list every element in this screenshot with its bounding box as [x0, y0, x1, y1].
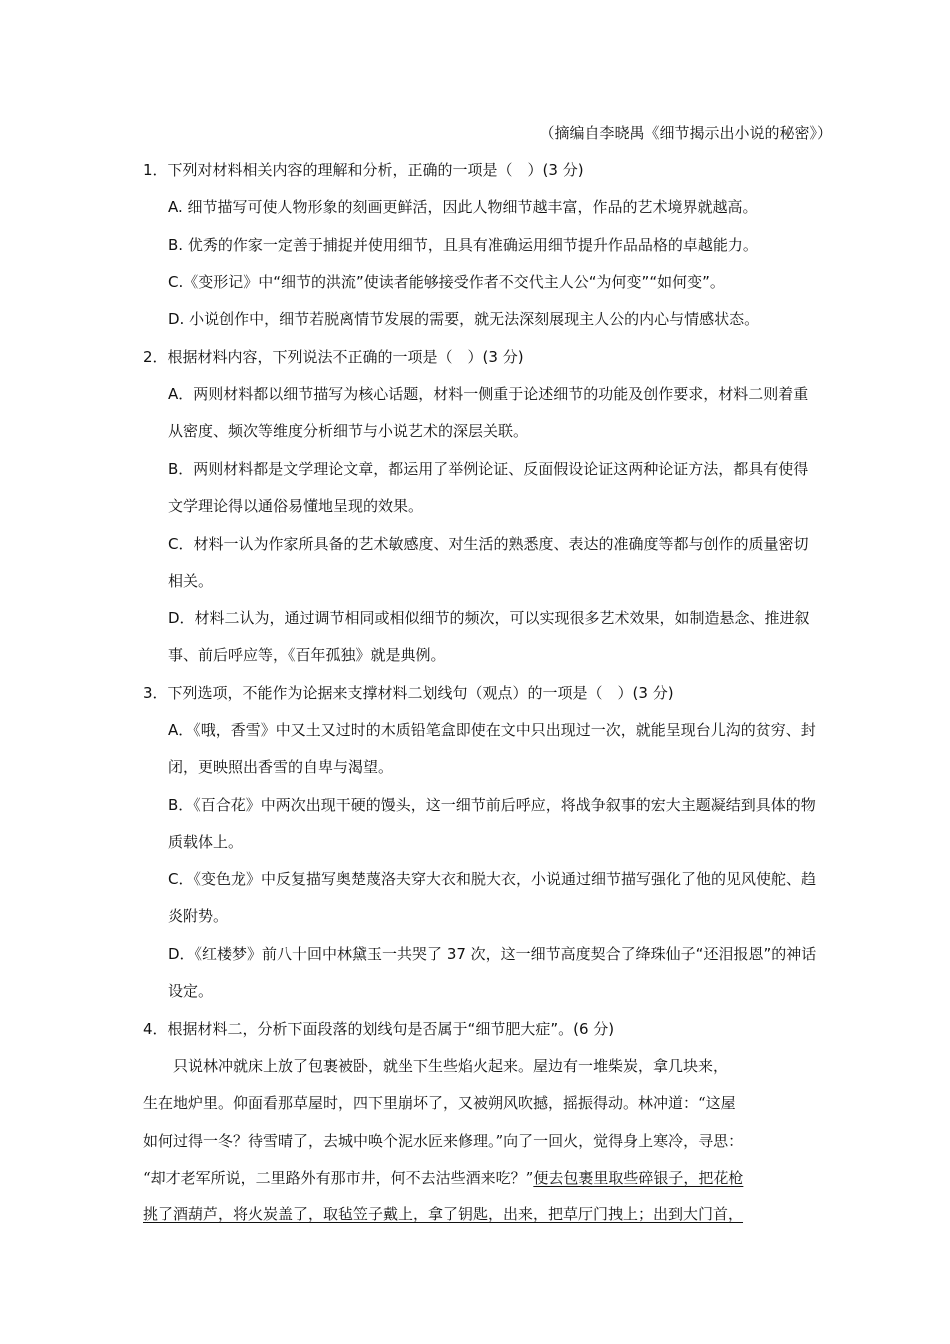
question-1-option-b: B. 优秀的作家一定善于捕捉并使用细节，且具有准确运用细节提升作品品格的卓越能力。: [168, 236, 758, 254]
question-2-option-d: D．材料二认为，通过调节相同或相似细节的频次，可以实现很多艺术效果，如制造悬念、推进叙事、前后呼应等，《百年孤独》就是典例。: [168, 609, 810, 664]
underlined-sentence: 挑了酒葫芦，将火炭盖了，取毡笠子戴上，拿了钥匙，出来，把草厅门拽上；出到大门首，: [143, 1205, 744, 1223]
question-2-stem: 2．根据材料内容，下列说法不正确的一项是（ ）(3 分): [143, 348, 524, 366]
question-2-option-c: C．材料一认为作家所具备的艺术敏感度、对生活的熟悉度、表达的准确度等都与创作的质量密切相关。: [168, 535, 809, 590]
question-3-stem: 3．下列选项，不能作为论据来支撑材料二划线句（观点）的一项是（ ）(3 分): [143, 684, 674, 702]
question-2-option-b: B．两则材料都是文学理论文章，都运用了举例论证、反面假设论证这两种论证方法，都具有使得文学理论得以通俗易懂地呈现的效果。: [168, 460, 809, 515]
question-4-stem: 4．根据材料二，分析下面段落的划线句是否属于“细节肥大症”。(6 分): [143, 1020, 615, 1038]
passage-line: 如何过得一冬？待雪晴了，去城中唤个泥水匠来修理。”向了一回火，觉得身上寒冷，寻思：: [143, 1132, 744, 1150]
question-1-option-c: C.《变形记》中“细节的洪流”使读者能够接受作者不交代主人公“为何变”“如何变”。: [168, 273, 725, 291]
source-citation: （摘编自李晓禺《细节揭示出小说的秘密》）: [539, 124, 832, 142]
question-3-option-a: A．《哦，香雪》中又土又过时的木质铅笔盒即使在文中只出现过一次，就能呈现台儿沟的贫穷、封闭，更映照出香雪的自卑与渴望。: [168, 721, 816, 776]
question-1-stem: 1．下列对材料相关内容的理解和分析，正确的一项是（ ）(3 分): [143, 161, 584, 179]
passage-text: “却才老军所说，二里路外有那市井，何不去沽些酒来吃？”: [143, 1169, 534, 1187]
question-3-option-b: B．《百合花》中两次出现干硬的馒头，这一细节前后呼应，将战争叙事的宏大主题凝结到具体的物质载体上。: [168, 796, 816, 851]
question-3-option-c: C．《变色龙》中反复描写奥楚蔑洛夫穿大衣和脱大衣，小说通过细节描写强化了他的见风使舵、趋炎附势。: [168, 870, 816, 925]
passage-line: 只说林冲就床上放了包裹被卧，就坐下生些焰火起来。屋边有一堆柴炭，拿几块来，: [143, 1057, 729, 1075]
question-1-option-d: D. 小说创作中，细节若脱离情节发展的需要，就无法深刻展现主人公的内心与情感状态。: [168, 310, 760, 328]
question-1-option-a: A. 细节描写可使人物形象的刻画更鲜活，因此人物细节越丰富，作品的艺术境界就越高。: [168, 198, 758, 216]
passage-line: [143, 1160, 823, 1197]
question-2-option-a: A．两则材料都以细节描写为核心话题，材料一侧重于论述细节的功能及创作要求，材料二则着重从密度、频次等维度分析细节与小说艺术的深层关联。: [168, 385, 809, 440]
question-3-option-d: D．《红楼梦》前八十回中林黛玉一共哭了 37 次，这一细节高度契合了绛珠仙子“还泪报恩”的神话设定。: [168, 945, 817, 1000]
passage-line: 生在地炉里。仰面看那草屋时，四下里崩坏了，又被朔风吹撼，摇振得动。林冲道：“这屋: [143, 1094, 736, 1112]
underlined-sentence: 便去包裹里取些碎银子，把花枪: [533, 1169, 744, 1187]
passage-line: [143, 1196, 823, 1233]
